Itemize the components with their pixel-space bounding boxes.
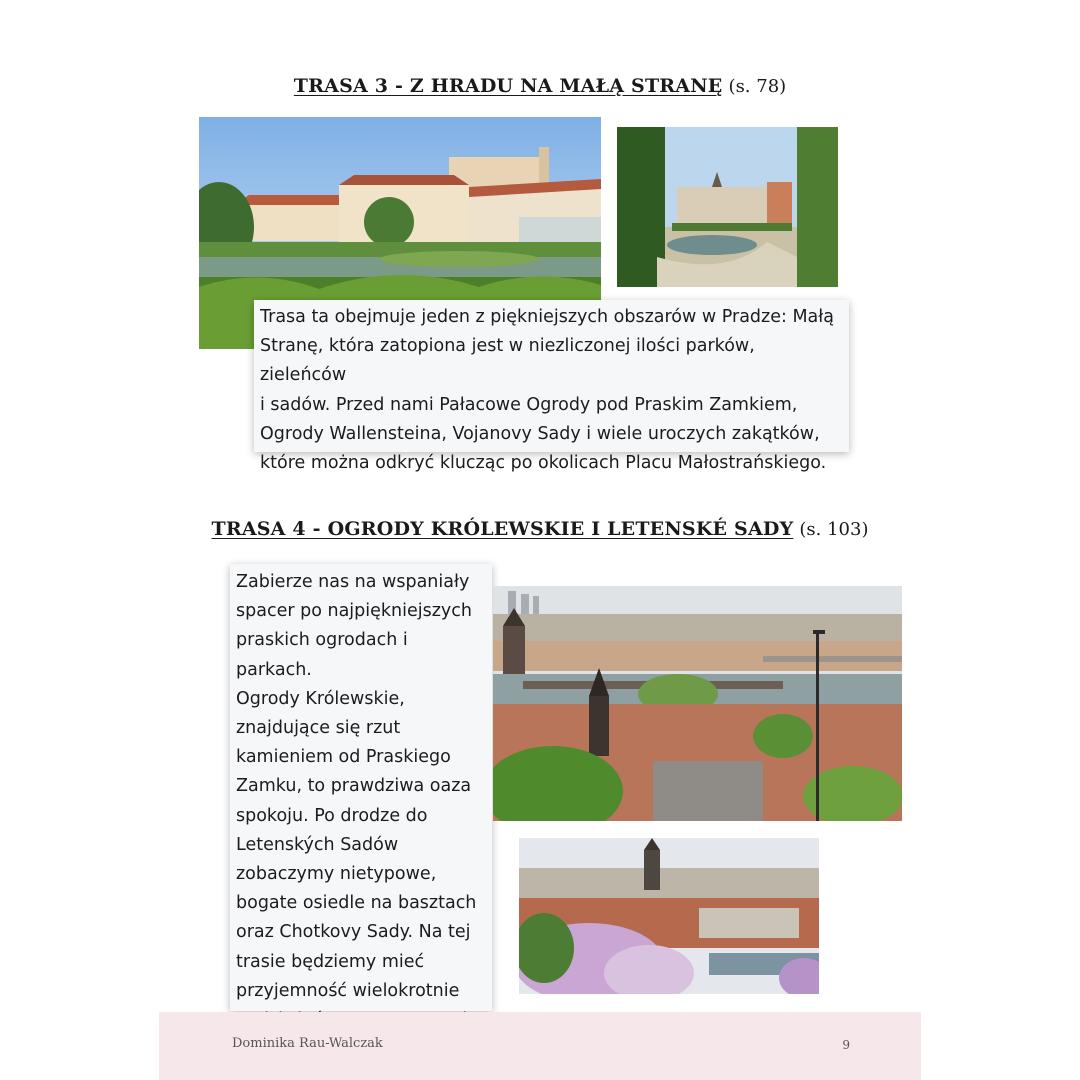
section-4-description: Zabierze nas na wspaniały spacer po najpiękniejszych praskich ogrodach i parkach. Ogrody Królewskie, znajdujące się rzut kamieniem od Praskiego Zamku, to prawdziwa oaza spokoju. Po drodze do Letenských Sadów zobaczymy nietypowe, bogate osiedle na basztach oraz Chotkovy Sady. Na tej trasie będziemy mieć przyjemność wielokrotnie bbox=[230, 564, 492, 1011]
page-footer bbox=[159, 1012, 921, 1080]
vrtba-garden-photo bbox=[617, 127, 838, 287]
section-3-title: TRASA 3 - Z HRADU NA MAŁĄ STRANĘ bbox=[293, 75, 723, 97]
prague-panorama-photo bbox=[493, 586, 902, 821]
section-3-heading bbox=[0, 75, 1080, 97]
section-4-page-ref: (s. 103) bbox=[799, 519, 869, 540]
page-number: 9 bbox=[842, 1038, 850, 1052]
section-4-title: TRASA 4 - OGRODY KRÓLEWSKIE I LETENSKÉ SADY bbox=[211, 518, 794, 540]
footer-author: Dominika Rau-Walczak bbox=[232, 1036, 383, 1051]
section-3-page-ref: (s. 78) bbox=[728, 76, 787, 97]
lilac-view-photo bbox=[519, 838, 819, 994]
section-4-heading bbox=[0, 518, 1080, 540]
section-3-description: Trasa ta obejmuje jeden z piękniejszych obszarów w Pradze: Małą Stranę, która zatopiona jest w niezliczonej ilości parków, zieleńców i sadów. Przed nami Pałacowe Ogrody pod Praskim Zamkiem, Ogrody Wallensteina, Vojanovy Sady i wiele uroczych zakątków, które można odkryć klucząc po okolicach Placu Małostrańskiego. bbox=[254, 300, 849, 452]
